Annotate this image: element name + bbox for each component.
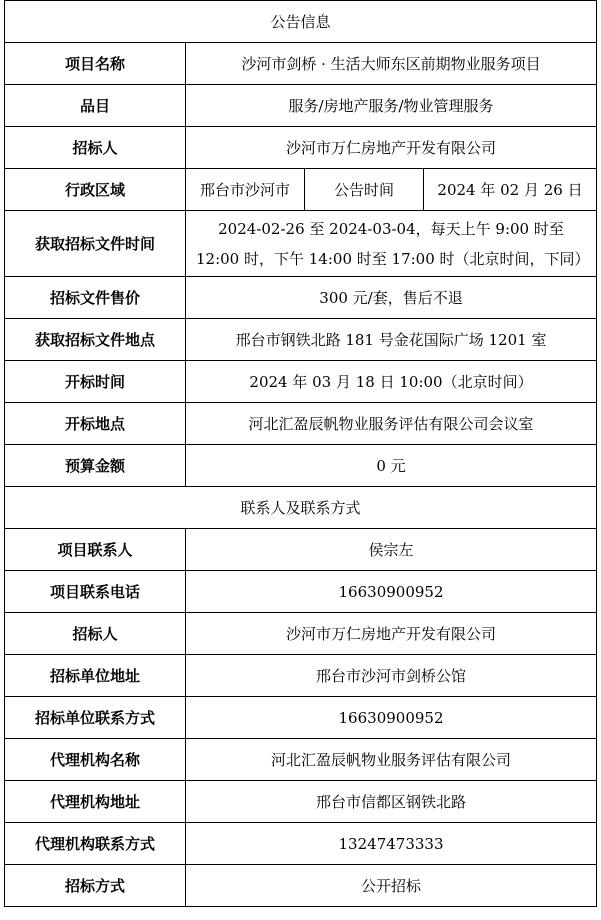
agency-contact-label: 代理机构联系方式	[5, 823, 186, 865]
table-row	[5, 211, 597, 277]
table-row	[5, 319, 597, 361]
table-row	[5, 823, 597, 865]
agency-name-value: 河北汇盈辰帆物业服务评估有限公司	[186, 739, 597, 781]
project-contact-value: 侯宗左	[186, 529, 597, 571]
budget-label: 预算金额	[5, 445, 186, 487]
category-value: 服务/房地产服务/物业管理服务	[186, 85, 597, 127]
section-header-row	[5, 487, 597, 529]
section-title-contacts: 联系人及联系方式	[5, 487, 597, 529]
method-value: 公开招标	[186, 865, 597, 907]
doc-time-label: 获取招标文件时间	[5, 211, 186, 277]
section-header-row	[5, 1, 597, 43]
open-place-label: 开标地点	[5, 403, 186, 445]
open-time-label: 开标时间	[5, 361, 186, 403]
table-row	[5, 445, 597, 487]
budget-value: 0 元	[186, 445, 597, 487]
tenderer-value: 沙河市万仁房地产开发有限公司	[186, 127, 597, 169]
doc-time-value: 2024-02-26 至 2024-03-04，每天上午 9:00 时至 12:00 时，下午 14:00 时至 17:00 时（北京时间，下同）	[186, 211, 597, 277]
tenderer-label: 招标人	[5, 127, 186, 169]
section-title-announcement: 公告信息	[5, 1, 597, 43]
method-label: 招标方式	[5, 865, 186, 907]
project-phone-value: 16630900952	[186, 571, 597, 613]
table-row	[5, 781, 597, 823]
table-row	[5, 43, 597, 85]
table-row	[5, 361, 597, 403]
announcement-table	[4, 0, 597, 907]
contact-tenderer-label: 招标人	[5, 613, 186, 655]
table-row	[5, 865, 597, 907]
table-row	[5, 697, 597, 739]
table-row	[5, 277, 597, 319]
announce-date-value: 2024 年 02 月 26 日	[424, 169, 597, 211]
table-row	[5, 739, 597, 781]
tenderer-address-value: 邢台市沙河市剑桥公馆	[186, 655, 597, 697]
tenderer-address-label: 招标单位地址	[5, 655, 186, 697]
contact-tenderer-value: 沙河市万仁房地产开发有限公司	[186, 613, 597, 655]
region-label: 行政区域	[5, 169, 186, 211]
project-contact-label: 项目联系人	[5, 529, 186, 571]
agency-contact-value: 13247473333	[186, 823, 597, 865]
project-name-label: 项目名称	[5, 43, 186, 85]
announcement-document	[4, 0, 596, 907]
announce-date-label: 公告时间	[305, 169, 424, 211]
table-row	[5, 571, 597, 613]
table-row	[5, 403, 597, 445]
project-phone-label: 项目联系电话	[5, 571, 186, 613]
region-value: 邢台市沙河市	[186, 169, 305, 211]
open-time-value: 2024 年 03 月 18 日 10:00（北京时间）	[186, 361, 597, 403]
table-row	[5, 655, 597, 697]
table-row	[5, 169, 597, 211]
agency-address-label: 代理机构地址	[5, 781, 186, 823]
table-row	[5, 127, 597, 169]
table-row	[5, 613, 597, 655]
table-row	[5, 85, 597, 127]
project-name-value: 沙河市剑桥 · 生活大师东区前期物业服务项目	[186, 43, 597, 85]
open-place-value: 河北汇盈辰帆物业服务评估有限公司会议室	[186, 403, 597, 445]
agency-address-value: 邢台市信都区钢铁北路	[186, 781, 597, 823]
doc-place-label: 获取招标文件地点	[5, 319, 186, 361]
agency-name-label: 代理机构名称	[5, 739, 186, 781]
table-row	[5, 529, 597, 571]
doc-price-label: 招标文件售价	[5, 277, 186, 319]
doc-place-value: 邢台市钢铁北路 181 号金花国际广场 1201 室	[186, 319, 597, 361]
category-label: 品目	[5, 85, 186, 127]
tenderer-contact-label: 招标单位联系方式	[5, 697, 186, 739]
doc-price-value: 300 元/套，售后不退	[186, 277, 597, 319]
tenderer-contact-value: 16630900952	[186, 697, 597, 739]
